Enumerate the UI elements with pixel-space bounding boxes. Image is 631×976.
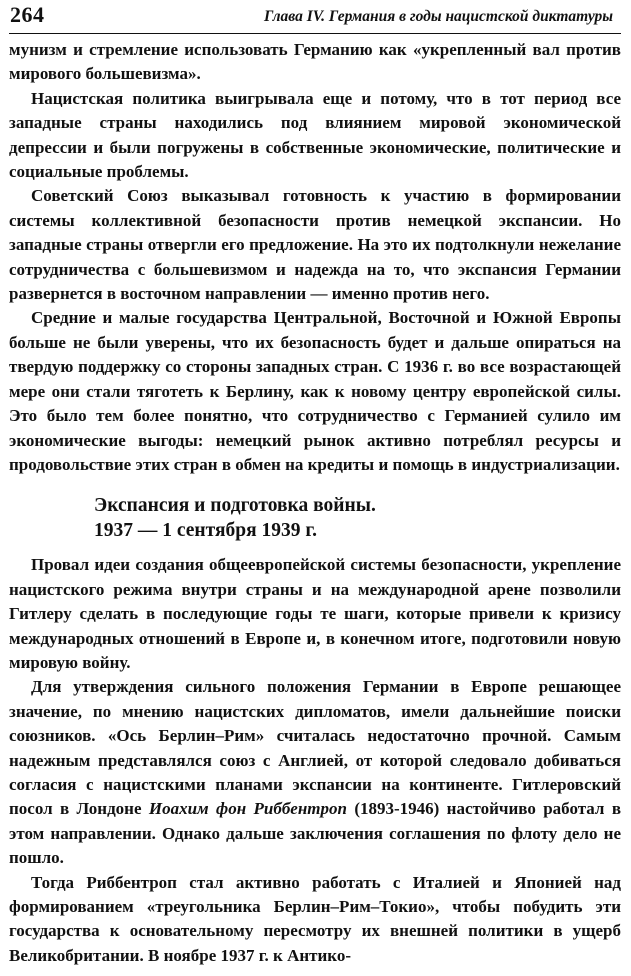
section-heading xyxy=(94,493,621,543)
paragraph xyxy=(9,675,621,870)
page-header xyxy=(9,0,621,38)
paragraph-continued: мунизм и стремление использовать Германию как «укрепленный вал против мирового большевизма». xyxy=(9,40,621,84)
page-number: 264 xyxy=(10,2,45,27)
section-heading-line: 1937 — 1 сентября 1939 г. xyxy=(94,520,317,542)
paragraph: Провал идеи создания общеевропейской системы безопасности, укрепление нацистского режима внутри страны и на международной арене позволили Гитлеру сделать в последующие годы те шаги, которые привели к кризису международных отношений в Европе и, в конечном итоге, подготовили новую мировую войну. xyxy=(9,555,621,672)
header-rule xyxy=(9,33,621,34)
person-name: Иоахим фон Риббентроп xyxy=(148,799,347,819)
section-heading-line: Экспансия и подготовка войны. xyxy=(94,495,376,517)
page-body xyxy=(9,38,621,968)
paragraph: Советский Союз выказывал готовность к участию в формировании системы коллективной безопасности против немецкой экспансии. Но западные страны отвергли его предложение. На это их подтолкнули нежелание сотрудничества с большевизмом и надежда на то, что экспансия Германии развернется в восточном направлении — именно против него. xyxy=(9,186,621,304)
paragraph: Средние и малые государства Центральной, Восточной и Южной Европы больше не были уверены, что их безопасность будет и дальше опираться на твердую поддержку со стороны западных стран. С 1936 г. во все возрастающей мере они стали тяготеть к Берлину, как к новому центру европейской силы. Это было тем более понятно, что сотрудничество с Германией сулило им экономические выгоды: немецкий рынок активно потреблял ресурсы и продовольствие этих стран в обмен на кредиты и помощь в индустриализации. xyxy=(9,308,621,474)
running-head: Глава IV. Германия в годы нацистской диктатуры xyxy=(264,8,613,25)
paragraph-text: (1893-1946) настойчиво работал в этом направлении. Однако дальше заключения соглашения по флоту дело не пошло. xyxy=(9,799,622,868)
paragraph-text: Для утверждения сильного положения Германии в Европе решающее значение, по мнению нацистских дипломатов, имели дальнейшие поиски союзников. «Ось Берлин–Рим» считалась недостаточно прочной. Самым надежным представлялся союз с Англией, от которой следовало добиваться согласия с нацистскими планами экспансии на континенте. Гитлеровский посол в Лондоне xyxy=(9,677,621,819)
paragraph: Нацистская политика выигрывала еще и потому, что в тот период все западные страны находились под влиянием мировой экономической депрессии и были погружены в собственные экономические, политические и социальные проблемы. xyxy=(9,88,621,182)
paragraph-last: Тогда Риббентроп стал активно работать с Италией и Японией над формированием «треугольника Берлин–Рим–Токио», чтобы побудить эти государства к основательному пересмотру их внешней политики в ущерб Великобритании. В ноябре 1937 г. к Антико- xyxy=(9,872,621,965)
